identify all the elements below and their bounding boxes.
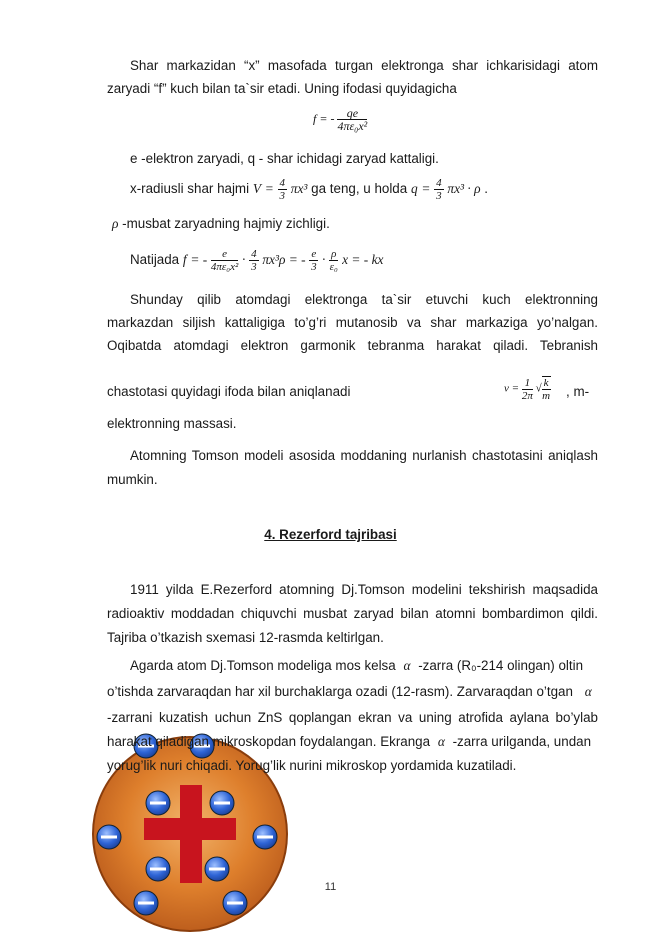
fraction	[329, 248, 338, 273]
fraction	[309, 248, 318, 273]
text: o’tishda zarvaraqdan har xil burchaklarga ozadi (12-rasm). Zarvaraqdan o’tgan	[107, 684, 573, 699]
numerator: k	[543, 377, 549, 389]
paragraph-line: elektronning massasi.	[107, 416, 237, 431]
denominator: 2π	[521, 389, 533, 402]
denominator: 4πε₀x²	[337, 119, 368, 133]
equation-force	[313, 107, 367, 132]
text: -musbat zaryadning hajmiy zichligi.	[122, 216, 330, 231]
text: .	[484, 181, 489, 197]
fraction	[337, 107, 367, 132]
electron	[97, 825, 121, 849]
denominator: 3	[436, 190, 442, 202]
paragraph-line: -zarrani kuzatish uchun ZnS qoplangan ekran va uning atrofida aylana bo’ylab	[107, 710, 598, 725]
text: , m-	[566, 384, 590, 399]
fraction	[278, 177, 288, 202]
eq-sign: = -	[190, 252, 208, 268]
eq-symbol: V	[252, 181, 261, 197]
eq-sign: ·	[322, 252, 326, 268]
text: x-radiusli shar hajmi	[130, 181, 250, 197]
alpha-symbol: α	[403, 658, 411, 673]
electron	[210, 791, 234, 815]
paragraph-line: mumkin.	[107, 472, 158, 487]
denominator: ε₀	[329, 261, 338, 273]
eq-sign: = -	[319, 111, 335, 126]
paragraph-line: Atomning Tomson modeli asosida moddaning nurlanish chastotasini aniqlash	[130, 448, 598, 463]
fraction	[211, 248, 238, 273]
paragraph-line: Oqibatda atomdagi elektron garmonik tebranma harakat qiladi. Tebranish	[107, 338, 598, 353]
eq-lhs: f	[313, 111, 317, 126]
numerator: e	[211, 248, 238, 261]
paragraph-line: radioaktiv moddadan chiquvchi musbat zaryad bilan atomni bombardimon qildi.	[107, 606, 598, 621]
fraction	[249, 248, 259, 273]
electron	[134, 891, 158, 915]
equation-frequency	[504, 376, 551, 402]
paragraph-line: 1911 yilda E.Rezerford atomning Dj.Tomson modelini tekshirish maqsadida	[130, 582, 598, 597]
eq-sign: ·	[242, 252, 246, 268]
volume-line	[130, 177, 598, 202]
numerator: e	[311, 248, 317, 260]
nu-symbol: ν	[504, 382, 509, 395]
paragraph-line: Shunday qilib atomdagi elektronga ta`sir etuvchi kuch elektronning	[130, 292, 598, 307]
electron	[205, 857, 229, 881]
eq-mid: πx³ρ = -	[262, 252, 306, 268]
section-heading: 4. Rezerford tajribasi	[264, 527, 397, 542]
eq-sign: =	[264, 181, 274, 197]
density-line	[112, 214, 603, 233]
eq-symbol: q	[410, 181, 418, 197]
denominator: 3	[279, 190, 286, 202]
paragraph-line: yorug’lik nuri chiqadi. Yorug’lik nurini mikroskop yordamida kuzatiladi.	[107, 758, 517, 773]
electron	[146, 791, 170, 815]
numerator: 4	[279, 177, 286, 189]
paragraph-line: Tajriba o’tkazish sxemasi 12-rasmda keltirlgan.	[107, 630, 384, 645]
paragraph-line	[107, 682, 598, 701]
paragraph-line	[130, 656, 598, 675]
eq-tail: x = - kx	[342, 252, 384, 268]
numerator: 4	[436, 177, 442, 189]
text: -zarra (R₀-214 olingan) oltin	[418, 658, 584, 673]
text: Agarda atom Dj.Tomson modeliga mos kelsa	[130, 658, 396, 673]
numerator: ρ	[331, 248, 337, 260]
alpha-symbol: α	[584, 684, 592, 699]
paragraph-line: chastotasi quyidagi ifoda bilan aniqlanadi	[107, 384, 351, 399]
electron	[223, 891, 247, 915]
paragraph-line: Shar markazidan “x” masofada turgan elektronga shar ichkarisidagi atom	[130, 58, 598, 73]
denominator: 4πε₀x²	[210, 261, 239, 273]
page-number: 11	[324, 881, 337, 893]
eq-tail: πx³ · ρ	[447, 181, 481, 197]
denominator: 3	[311, 261, 317, 273]
eq-tail: πx³	[290, 181, 308, 197]
fraction	[542, 376, 551, 402]
fraction	[434, 177, 444, 202]
paragraph-line: zaryadi “f” kuch bilan ta`sir etadi. Uning ifodasi quyidagicha	[107, 81, 457, 96]
text: -zarra urilganda, undan	[452, 734, 592, 749]
fraction	[522, 377, 533, 402]
paragraph-line: markazdan siljish kattaligiga to’g’ri mutanosib va shar markaziga yo’nalgan.	[107, 315, 598, 330]
text: ga teng, u holda	[311, 181, 408, 197]
numerator: 4	[251, 248, 257, 260]
denominator: m	[542, 390, 551, 402]
numerator: qe	[337, 107, 367, 120]
eq-sign: =	[511, 382, 520, 395]
numerator: 1	[522, 377, 533, 390]
definition-line: e -elektron zaryadi, q - shar ichidagi zaryad kattaligi.	[130, 151, 439, 166]
electron	[253, 825, 277, 849]
result-line	[130, 248, 598, 273]
sqrt-icon: √	[535, 382, 542, 395]
paragraph-line	[107, 732, 598, 751]
denominator: 3	[251, 261, 257, 273]
electron	[146, 857, 170, 881]
alpha-symbol: α	[437, 734, 445, 749]
text: harakat qiladigan mikroskopdan foydalangan. Ekranga	[107, 734, 431, 749]
rho-symbol: ρ	[112, 216, 119, 231]
eq-symbol: f	[182, 252, 187, 268]
text: Natijada	[130, 252, 180, 268]
eq-sign: =	[421, 181, 431, 197]
